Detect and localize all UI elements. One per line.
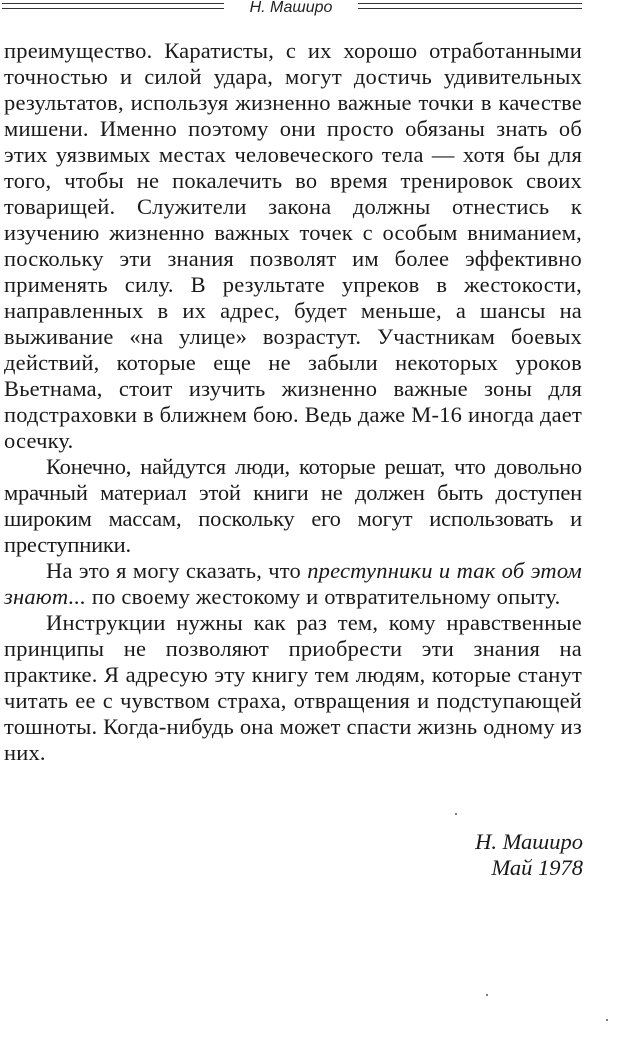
paragraph-4	[4, 610, 582, 766]
body-text	[4, 38, 582, 766]
paragraph-1	[4, 38, 582, 454]
scan-speck	[486, 994, 488, 996]
header-rule-right	[358, 3, 582, 12]
paragraph-4-text: Инструкции нужны как раз тем, кому нравственные принципы не позволяют приобрести эти знания на практике. Я адресую эту книгу тем людям, которые станут читать ее с чувством страха, отвращения и подступающей тошноты. Когда-нибудь она может спасти жизнь одному из них.	[4, 610, 582, 765]
paragraph-2-text: Конечно, найдутся люди, которые решат, что довольно мрачный материал этой книги не должен быть доступен широким массам, поскольку его могут использовать и преступники.	[4, 454, 582, 557]
paragraph-2	[4, 454, 582, 558]
signature-date: Май 1978	[491, 855, 583, 880]
signature-block	[475, 829, 583, 881]
scan-speck	[455, 813, 457, 815]
paragraph-3-text-start: На это я могу сказать, что	[46, 558, 308, 583]
header-rule-left	[2, 3, 224, 12]
running-title: Н. Маширо	[249, 0, 333, 16]
running-header	[0, 0, 620, 24]
scan-speck	[606, 1019, 608, 1021]
paragraph-3	[4, 558, 582, 610]
paragraph-3-italic-phrase: преступники и так об этом знают...	[4, 558, 582, 609]
paragraph-1-text: преимущество. Каратисты, с их хорошо отработанными точностью и силой удара, могут достичь удивительных результатов, используя жизненно важные точки в качестве мишени. Именно поэтому они просто обязаны знать об этих уязвимых местах человеческого тела — хотя бы для того, чтобы не покалечить во время тренировок своих товарищей. Служители закона должны отнестись к изучению жизненно важных точек с особым вниманием, поскольку эти знания позволят им более эффективно применять силу. В результате упреков в жестокости, направленных в их адрес, будет меньше, а шансы на выживание «на улице» возрастут. Участникам боевых действий, которые еще не забыли некоторых уроков Вьетнама, стоит изучить жизненно важные зоны для подстраховки в ближнем бою. Ведь даже М-16 иногда дает осечку.	[4, 38, 582, 453]
signature-author: Н. Маширо	[475, 829, 583, 854]
paragraph-3-text-end: по своему жестокому и отвратительному опыту.	[86, 584, 561, 609]
